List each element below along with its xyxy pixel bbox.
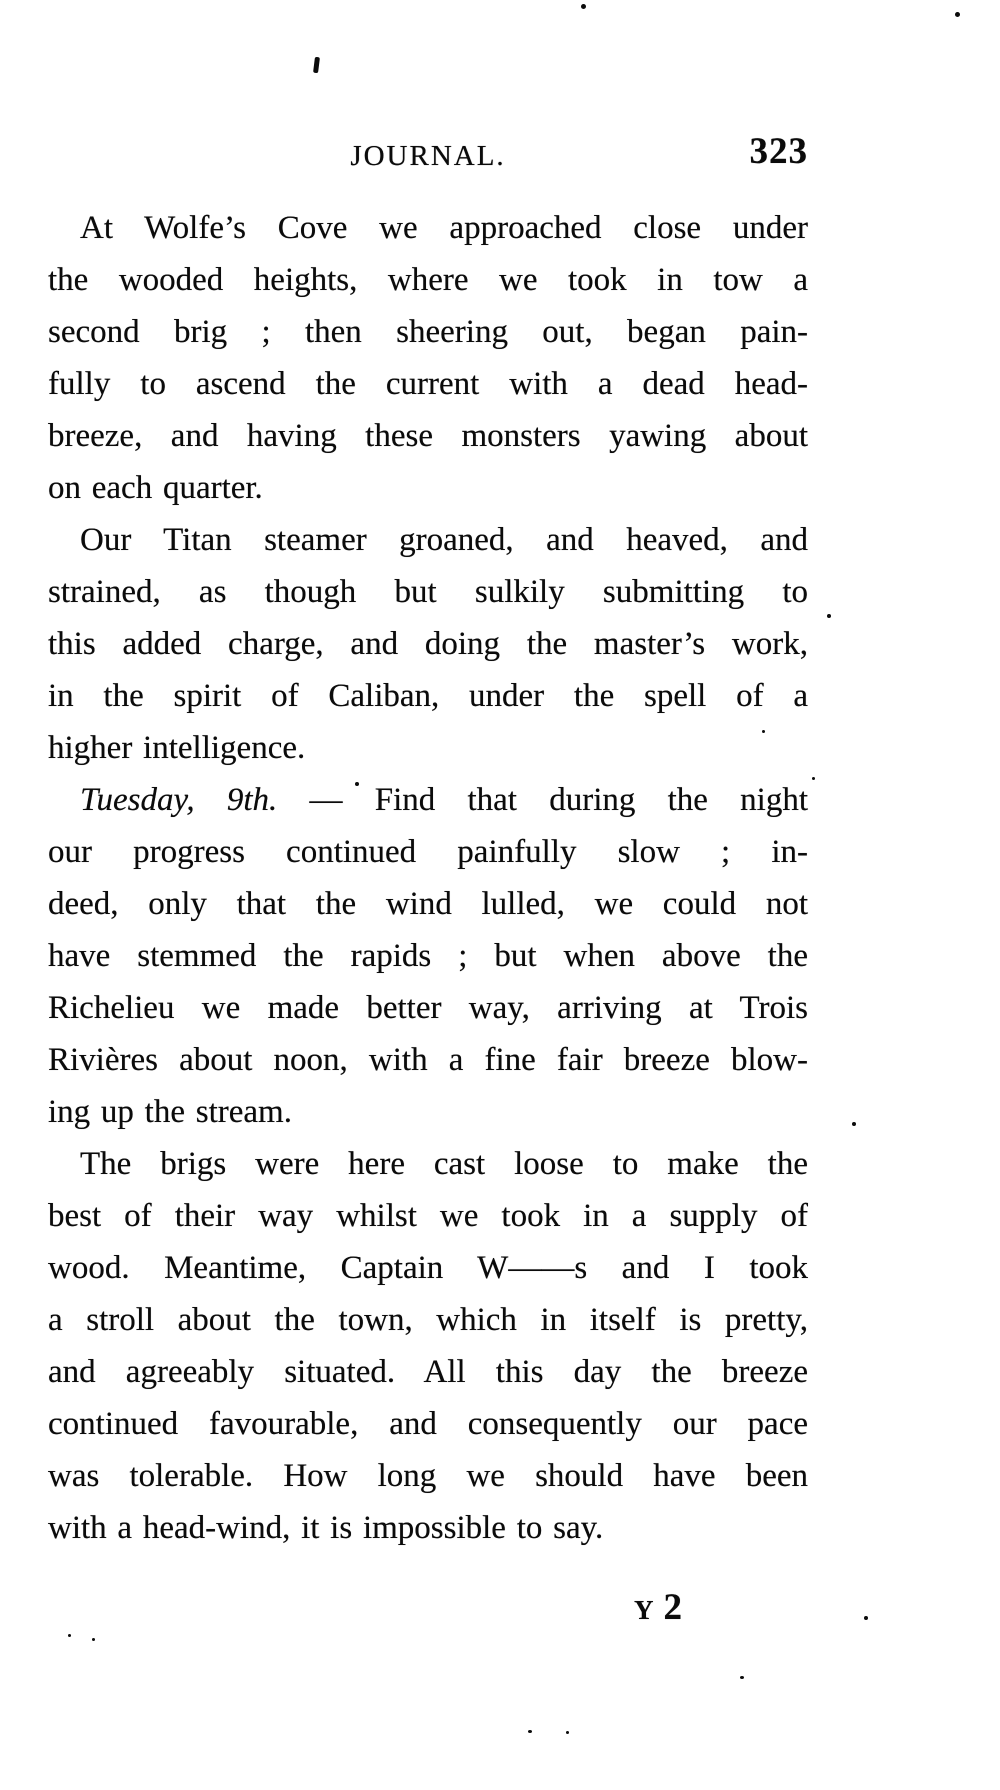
text-line: wood. Meantime, Captain W——s and I took <box>48 1250 808 1286</box>
text-line: continued favourable, and consequently our pace <box>48 1406 808 1442</box>
text-line: best of their way whilst we took in a supply of <box>48 1198 808 1234</box>
ink-speck <box>740 1676 744 1679</box>
text-line: Our Titan steamer groaned, and heaved, and <box>80 522 808 558</box>
ink-speck <box>581 4 586 9</box>
signature-number: 2 <box>663 1587 682 1628</box>
text-line: Tuesday, 9th. — Find that during the night <box>80 782 808 818</box>
text-line: this added charge, and doing the master’s work, <box>48 626 808 662</box>
signature-mark <box>634 1586 682 1629</box>
ink-speck <box>864 1616 868 1620</box>
text-line: was tolerable. How long we should have been <box>48 1458 808 1494</box>
text-line: The brigs were here cast loose to make the <box>80 1146 808 1182</box>
ink-speck <box>92 1638 95 1641</box>
text-line: with a head-wind, it is impossible to say. <box>48 1510 604 1546</box>
ink-speck <box>827 614 831 618</box>
ink-speck <box>528 1730 532 1733</box>
ink-speck <box>812 777 815 780</box>
text-line: deed, only that the wind lulled, we could not <box>48 886 808 922</box>
text-line: our progress continued painfully slow ; in- <box>48 834 808 870</box>
ink-speck <box>852 1122 856 1126</box>
running-title: JOURNAL. <box>350 140 506 172</box>
text-line: and agreeably situated. All this day the breeze <box>48 1354 808 1390</box>
text-line: Richelieu we made better way, arriving at Trois <box>48 990 808 1026</box>
ink-speck <box>68 1634 71 1637</box>
text-line: the wooded heights, where we took in tow a <box>48 262 808 298</box>
text-line: in the spirit of Caliban, under the spell of a <box>48 678 808 714</box>
journal-text <box>48 202 808 1554</box>
text-line: on each quarter. <box>48 470 263 506</box>
page-number: 323 <box>749 131 808 172</box>
ink-speck <box>955 12 960 17</box>
text-line: second brig ; then sheering out, began pain- <box>48 314 808 350</box>
text-line: breeze, and having these monsters yawing about <box>48 418 808 454</box>
text-line: At Wolfe’s Cove we approached close under <box>80 210 808 246</box>
text-line: ing up the stream. <box>48 1094 292 1130</box>
ink-mark <box>313 57 320 73</box>
ink-speck <box>566 1731 569 1734</box>
text-line: strained, as though but sulkily submitting to <box>48 574 808 610</box>
text-line: fully to ascend the current with a dead head- <box>48 366 808 402</box>
text-line: a stroll about the town, which in itself is pretty, <box>48 1302 808 1338</box>
text-line: have stemmed the rapids ; but when above the <box>48 938 808 974</box>
date-italic: Tuesday, 9th. <box>80 782 278 818</box>
text-line: higher intelligence. <box>48 730 306 766</box>
text-line: Rivières about noon, with a fine fair breeze blow- <box>48 1042 808 1078</box>
signature-letter: Y <box>634 1595 654 1625</box>
page-header <box>48 131 808 176</box>
